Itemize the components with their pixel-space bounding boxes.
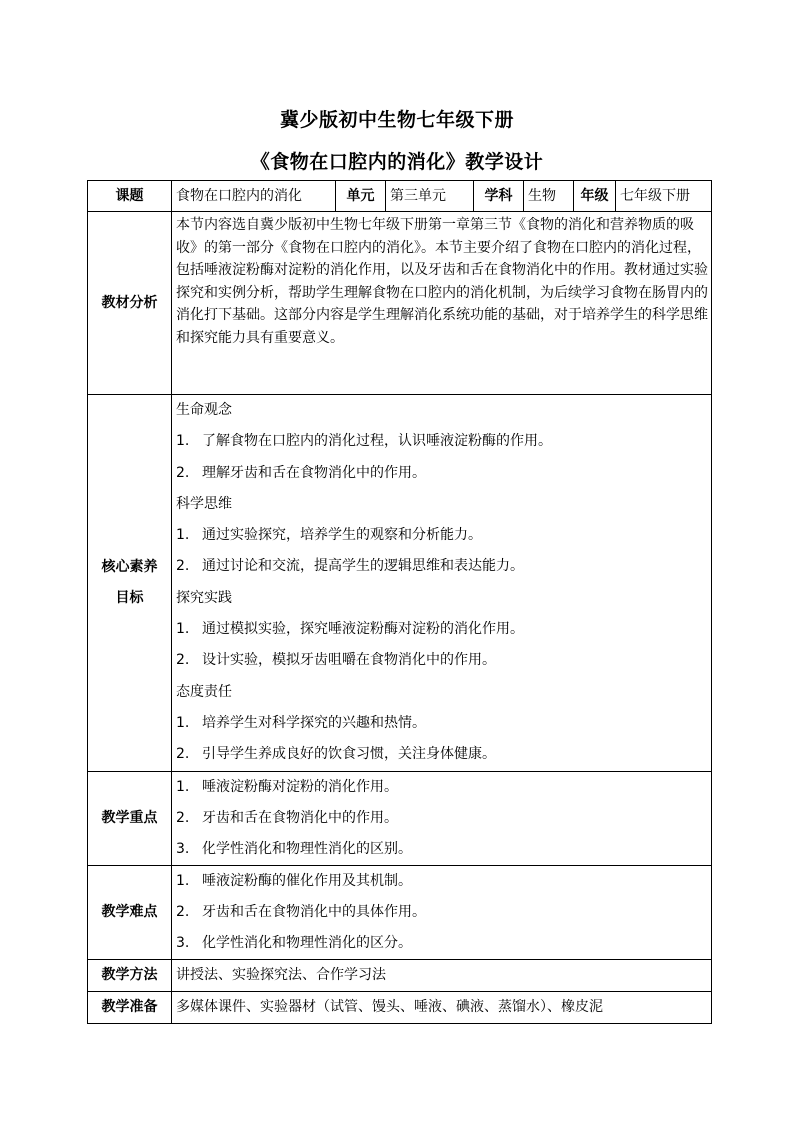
grade-value: 七年级下册 [616, 181, 712, 212]
item-text: 牙齿和舌在食物消化中的作用。 [202, 809, 398, 826]
item-text: 引导学生养成良好的饮食习惯，关注身体健康。 [202, 746, 496, 763]
core-literacy-label-line2: 目标 [115, 589, 144, 606]
list-item [176, 772, 711, 803]
subject-value: 生物 [524, 181, 574, 212]
methods-label: 教学方法 [88, 959, 172, 991]
item-number: 2. [176, 746, 190, 763]
key-points-cell [172, 771, 712, 865]
list-item [176, 708, 711, 739]
list-item [176, 426, 711, 457]
item-text: 牙齿和舌在食物消化中的具体作用。 [202, 903, 426, 920]
preparation-row [88, 991, 712, 1023]
document-title: 冀少版初中生物七年级下册 [279, 109, 514, 131]
list-item [176, 645, 711, 676]
difficult-points-label: 教学难点 [88, 865, 172, 959]
item-number: 1. [176, 872, 190, 889]
methods-row [88, 959, 712, 991]
item-number: 3. [176, 840, 190, 857]
methods-value: 讲授法、实验探究法、合作学习法 [172, 959, 712, 991]
item-text: 唾液淀粉酶对淀粉的消化作用。 [202, 778, 398, 795]
item-number: 1. [176, 621, 190, 638]
section-heading: 态度责任 [176, 683, 232, 700]
section-heading: 生命观念 [176, 402, 232, 418]
preparation-value: 多媒体课件、实验器材（试管、馒头、唾液、碘液、蒸馏水）、橡皮泥 [172, 991, 712, 1023]
topic-label: 课题 [88, 181, 172, 212]
unit-value: 第三单元 [386, 181, 474, 212]
item-number: 3. [176, 934, 190, 951]
material-analysis-label: 教材分析 [88, 212, 172, 395]
item-number: 1. [176, 714, 190, 731]
header-row [88, 181, 712, 212]
section-heading: 科学思维 [176, 495, 232, 512]
item-number: 2. [176, 652, 190, 669]
list-item [176, 614, 711, 645]
item-text: 理解牙齿和舌在食物消化中的作用。 [202, 464, 426, 481]
item-number: 2. [176, 809, 190, 826]
item-text: 通过实验探究，培养学生的观察和分析能力。 [202, 527, 482, 544]
literacy-section [176, 677, 711, 771]
core-literacy-label-line1: 核心素养 [101, 558, 158, 575]
list-item [176, 458, 711, 489]
item-text: 化学性消化和物理性消化的区分。 [202, 934, 412, 951]
difficult-points-row [88, 865, 712, 959]
item-number: 1. [176, 433, 190, 450]
core-literacy-row [88, 395, 712, 772]
material-analysis-text: 本节内容选自冀少版初中生物七年级下册第一章第三节《食物的消化和营养物质的吸收》的第一部分《食物在口腔内的消化》。本节主要介绍了食物在口腔内的消化过程，包括唾液淀粉酶对淀粉的消化作用，以及牙齿和舌在食物消化中的作用。教材通过实验探究和实例分析，帮助学生理解食物在口腔内的消化机制，为后续学习食物在肠胃内的消化打下基础。这部分内容是学生理解消化系统功能的基础，对于培养学生的科学思维和探究能力具有重要意义。 [176, 217, 708, 346]
core-literacy-label [88, 395, 172, 772]
item-text: 了解食物在口腔内的消化过程，认识唾液淀粉酶的作用。 [202, 433, 552, 450]
item-text: 通过模拟实验，探究唾液淀粉酶对淀粉的消化作用。 [202, 621, 524, 638]
item-number: 1. [176, 527, 190, 544]
section-heading: 探究实践 [176, 589, 232, 606]
topic-value: 食物在口腔内的消化 [172, 181, 336, 212]
item-number: 2. [176, 464, 190, 481]
list-item [176, 866, 711, 897]
list-item [176, 551, 711, 582]
subject-label: 学科 [474, 181, 524, 212]
material-analysis-cell [172, 212, 712, 395]
literacy-section [176, 583, 711, 677]
document-subtitle: 《食物在口腔内的消化》教学设计 [250, 151, 544, 173]
list-item [176, 739, 711, 770]
list-item [176, 897, 711, 928]
literacy-section [176, 489, 711, 583]
unit-label: 单元 [336, 181, 386, 212]
lesson-plan-table [87, 180, 712, 1024]
item-text: 培养学生对科学探究的兴趣和热情。 [202, 714, 426, 731]
key-points-label: 教学重点 [88, 771, 172, 865]
key-points-row [88, 771, 712, 865]
item-number: 1. [176, 778, 190, 795]
list-item [176, 928, 711, 959]
grade-label: 年级 [574, 181, 616, 212]
core-literacy-cell [172, 395, 712, 772]
list-item [176, 834, 711, 865]
material-analysis-row [88, 212, 712, 395]
item-number: 2. [176, 558, 190, 575]
list-item [176, 803, 711, 834]
list-item [176, 520, 711, 551]
item-text: 唾液淀粉酶的催化作用及其机制。 [202, 872, 412, 889]
item-text: 通过讨论和交流，提高学生的逻辑思维和表达能力。 [202, 558, 524, 575]
item-text: 设计实验，模拟牙齿咀嚼在食物消化中的作用。 [202, 652, 496, 669]
item-text: 化学性消化和物理性消化的区别。 [202, 840, 412, 857]
item-number: 2. [176, 903, 190, 920]
preparation-label: 教学准备 [88, 991, 172, 1023]
difficult-points-cell [172, 865, 712, 959]
literacy-section [176, 395, 711, 489]
